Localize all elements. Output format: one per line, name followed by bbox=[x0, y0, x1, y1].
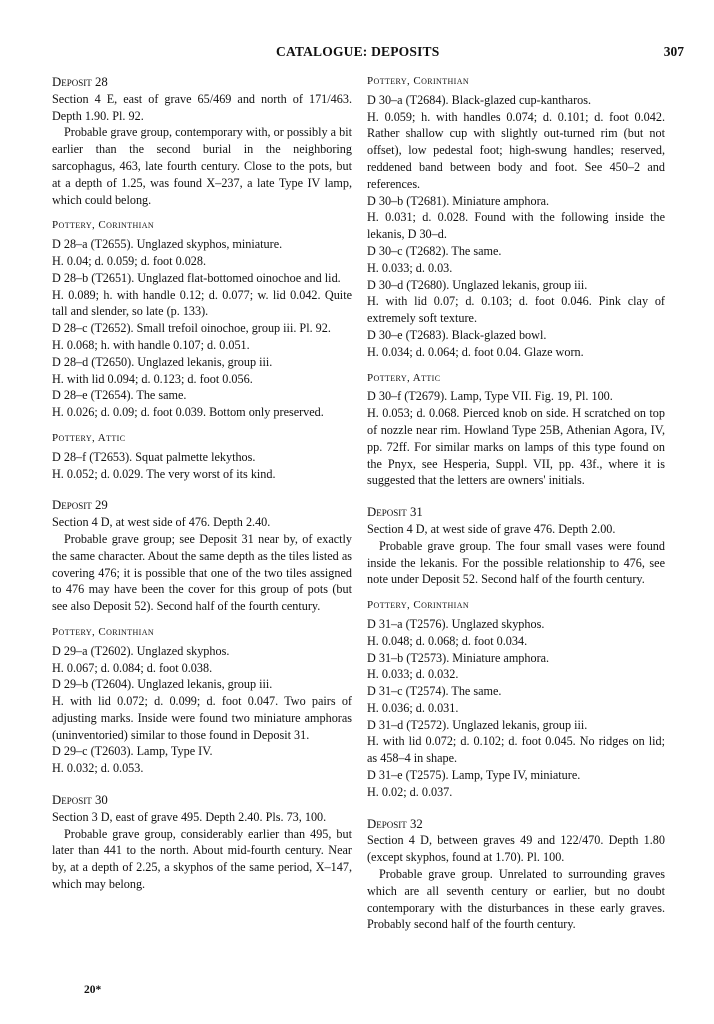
deposit-location: Section 4 E, east of grave 65/469 and north of 171/463. Depth 1.90. Pl. 92. bbox=[52, 91, 352, 123]
deposit-location: Section 4 D, between graves 49 and 122/470. Depth 1.80 (except skyphos, found at 1.70). Pl. 100. bbox=[367, 833, 665, 865]
measurements: H. 0.068; h. with handle 0.107; d. 0.051. bbox=[52, 337, 250, 352]
catalogue-entry: D 28–a (T2655). Unglazed skyphos, miniature. bbox=[52, 237, 283, 252]
catalogue-entry: D 28–d (T2650). Unglazed lekanis, group iii. bbox=[52, 354, 273, 369]
measurements: H. 0.034; d. 0.064; d. foot 0.04. Glaze worn. bbox=[367, 344, 584, 359]
catalogue-entry: D 30–a (T2684). Black-glazed cup-kantharos. bbox=[367, 92, 592, 107]
catalogue-entry: D 31–b (T2573). Miniature amphora. bbox=[367, 650, 550, 665]
deposit-28 bbox=[52, 74, 352, 482]
section-label: Pottery, Corinthian bbox=[52, 625, 155, 638]
measurements: H. 0.089; h. with handle 0.12; d. 0.077; w. lid 0.042. Quite tall and slender, so late (p. 133). bbox=[52, 287, 352, 319]
catalogue-entry: D 28–e (T2654). The same. bbox=[52, 388, 187, 403]
catalogue-entry: D 28–f (T2653). Squat palmette lekythos. bbox=[52, 449, 256, 464]
measurements: H. with lid 0.072; d. 0.102; d. foot 0.045. No ridges on lid; as 458–4 in shape. bbox=[367, 734, 665, 766]
running-title: CATALOGUE: DEPOSITS bbox=[276, 44, 440, 59]
signature-mark: 20* bbox=[84, 984, 102, 996]
catalogue-entry: D 30–f (T2679). Lamp, Type VII. Fig. 19, Pl. 100. bbox=[367, 389, 613, 404]
measurements: H. with lid 0.094; d. 0.123; d. foot 0.056. bbox=[52, 371, 253, 386]
deposit-description: Probable grave group, considerably earlier than 495, but later than 441 to the north. About mid-fourth century. Near by, at a depth of 2.25, a skyphos of the same period, X–147, which may belong. bbox=[52, 826, 352, 892]
measurements: H. 0.032; d. 0.053. bbox=[52, 761, 144, 776]
measurements: H. 0.067; d. 0.084; d. foot 0.038. bbox=[52, 660, 213, 675]
deposit-description: Probable grave group, contemporary with, or possibly a bit earlier than the second burial in the neighboring sarcophagus, 463, late fourth century. Close to the pots, but at a depth of 1.25, was found X–237, a late Type IV lamp, which could belong. bbox=[52, 125, 352, 207]
measurements: H. with lid 0.07; d. 0.103; d. foot 0.046. Pink clay of extremely soft texture. bbox=[367, 294, 665, 326]
measurements: H. 0.033; d. 0.03. bbox=[367, 260, 453, 275]
deposit-location: Section 4 D, at west side of grave 476. Depth 2.00. bbox=[367, 521, 616, 536]
deposit-heading: Deposit 30 bbox=[52, 793, 108, 808]
catalogue-entry: D 30–b (T2681). Miniature amphora. bbox=[367, 193, 550, 208]
catalogue-entry: D 31–a (T2576). Unglazed skyphos. bbox=[367, 616, 545, 631]
deposit-30-intro bbox=[52, 792, 352, 893]
catalogue-entry: D 30–e (T2683). Black-glazed bowl. bbox=[367, 327, 547, 342]
measurements: H. 0.036; d. 0.031. bbox=[367, 700, 459, 715]
catalogue-entry: D 29–c (T2603). Lamp, Type IV. bbox=[52, 744, 213, 759]
measurements: H. 0.031; d. 0.028. Found with the following inside the lekanis, D 30–d. bbox=[367, 210, 665, 242]
measurements: H. 0.04; d. 0.059; d. foot 0.028. bbox=[52, 253, 207, 268]
running-header bbox=[0, 44, 714, 64]
section-label: Pottery, Corinthian bbox=[52, 219, 155, 232]
measurements: H. 0.033; d. 0.032. bbox=[367, 667, 459, 682]
section-label: Pottery, Corinthian bbox=[367, 75, 470, 87]
measurements: H. 0.059; h. with handles 0.074; d. 0.101; d. foot 0.042. Rather shallow cup with slightly out-turned rim (but not offset), low pedestal foot; high-swung handles; reserved, reddened band between body and foot. See 450–2 and references. bbox=[367, 109, 665, 191]
section-label: Pottery, Attic bbox=[367, 371, 441, 384]
left-column bbox=[52, 74, 352, 893]
deposit-32 bbox=[367, 816, 665, 934]
catalogue-entry: D 28–b (T2651). Unglazed flat-bottomed oinochoe and lid. bbox=[52, 270, 341, 285]
deposit-description: Probable grave group; see Deposit 31 near by, of exactly the same character. About the same depth as the tiles listed as covering 476; it is possible that one of the two tiles assigned to 476 may have been the cover for this group of pots (but see also Deposit 52). Second half of the fourth century. bbox=[52, 531, 352, 614]
deposit-heading: Deposit 32 bbox=[367, 816, 423, 831]
deposit-location: Section 3 D, east of grave 495. Depth 2.40. Pls. 73, 100. bbox=[52, 809, 327, 824]
section-label: Pottery, Corinthian bbox=[367, 599, 470, 612]
measurements: H. with lid 0.072; d. 0.099; d. foot 0.047. Two pairs of adjusting marks. Inside were found two miniature amphoras (uninventoried) similar to those found in Deposit 31. bbox=[52, 694, 352, 742]
measurements: H. 0.026; d. 0.09; d. foot 0.039. Bottom only preserved. bbox=[52, 405, 324, 420]
catalogue-entry: D 29–b (T2604). Unglazed lekanis, group iii. bbox=[52, 677, 273, 692]
right-column bbox=[367, 73, 665, 933]
deposit-heading: Deposit 31 bbox=[367, 505, 423, 520]
catalogue-entry: D 30–c (T2682). The same. bbox=[367, 243, 502, 258]
measurements: H. 0.048; d. 0.068; d. foot 0.034. bbox=[367, 633, 528, 648]
page-number: 307 bbox=[663, 44, 684, 59]
catalogue-entry: D 29–a (T2602). Unglazed skyphos. bbox=[52, 643, 230, 658]
catalogue-entry: D 28–c (T2652). Small trefoil oinochoe, group iii. Pl. 92. bbox=[52, 321, 331, 336]
section-label: Pottery, Attic bbox=[52, 431, 126, 444]
measurements: H. 0.052; d. 0.029. The very worst of its kind. bbox=[52, 466, 276, 481]
deposit-29 bbox=[52, 497, 352, 777]
deposit-description: Probable grave group. Unrelated to surrounding graves which are all seventh century or earlier, but no doubt contemporary with the disturbances in these early graves. Probably second half of the fourth century. bbox=[367, 867, 665, 932]
catalogue-entry: D 31–e (T2575). Lamp, Type IV, miniature. bbox=[367, 768, 581, 783]
catalogue-entry: D 30–d (T2680). Unglazed lekanis, group iii. bbox=[367, 277, 588, 292]
catalogue-entry: D 31–c (T2574). The same. bbox=[367, 684, 502, 699]
catalogue-entry: D 31–d (T2572). Unglazed lekanis, group iii. bbox=[367, 717, 588, 732]
deposit-description: Probable grave group. The four small vases were found inside the lekanis. For the possible relationship to 476, see note under Deposit 52. Second half of the fourth century. bbox=[367, 538, 665, 587]
deposit-heading: Deposit 29 bbox=[52, 498, 108, 513]
measurements: H. 0.02; d. 0.037. bbox=[367, 784, 453, 799]
deposit-heading: Deposit 28 bbox=[52, 75, 108, 89]
deposit-location: Section 4 D, at west side of 476. Depth 2.40. bbox=[52, 515, 271, 530]
measurements: H. 0.053; d. 0.068. Pierced knob on side. H scratched on top of nozzle near rim. Howland Type 25B, Athenian Agora, IV, pp. 72ff. For similar marks on lamps of this type found on the Pnyx, see Hesperia, Suppl. VII, pp. 43f., where it is suggested that the letters are owners' initials. bbox=[367, 406, 665, 488]
deposit-30-catalogue bbox=[367, 73, 665, 489]
deposit-31 bbox=[367, 504, 665, 801]
